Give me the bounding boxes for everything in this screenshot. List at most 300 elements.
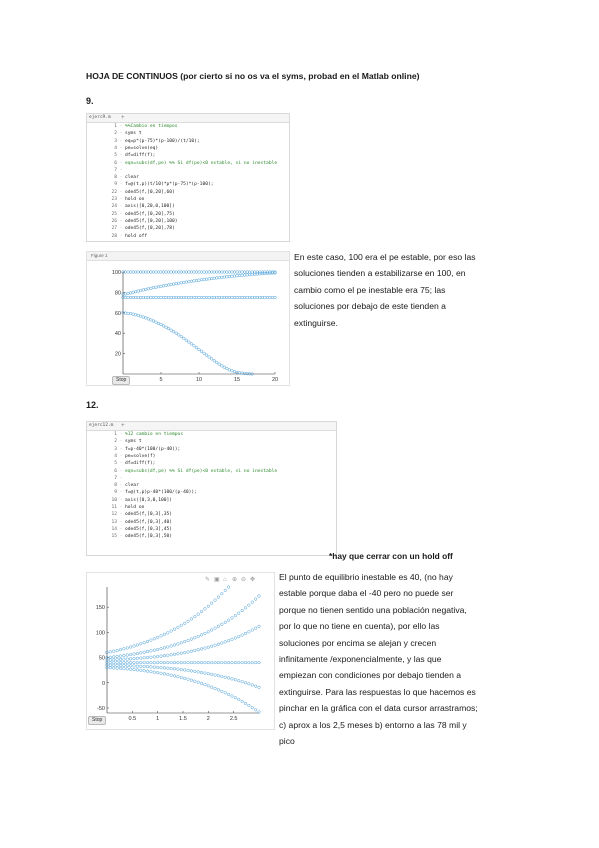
code-line[interactable]: [87, 175, 139, 182]
code-line[interactable]: [87, 454, 155, 461]
data-point: [150, 287, 153, 290]
data-point: [248, 661, 251, 664]
data-point: [143, 669, 146, 672]
line-marker-icon: -: [119, 211, 123, 217]
line-number: 8: [114, 175, 117, 181]
chart-12-svg[interactable]: [87, 573, 274, 729]
paragraph-line: por lo que no tiene en cuenta), por ello las: [279, 621, 440, 632]
data-point: [119, 664, 122, 667]
data-point: [183, 640, 186, 643]
code-line[interactable]: [87, 498, 172, 505]
data-point: [160, 672, 163, 675]
data-point: [153, 637, 156, 640]
data-point: [200, 296, 203, 299]
code-line[interactable]: [87, 490, 197, 497]
data-point: [152, 286, 155, 289]
code-text: eqn=subs(df,pe) %% Si df(pe)<0 estable, si no inestable: [125, 160, 278, 166]
data-point: [243, 372, 246, 375]
code-line[interactable]: [87, 124, 178, 131]
data-point: [150, 666, 153, 669]
data-point: [119, 658, 122, 661]
code-line[interactable]: [87, 212, 175, 219]
data-point: [183, 281, 186, 284]
data-point: [173, 644, 176, 647]
data-point: [145, 296, 148, 299]
data-point: [183, 651, 186, 654]
code-line[interactable]: [87, 505, 144, 512]
y-tick-label: 40: [114, 331, 121, 338]
code-line[interactable]: [87, 476, 125, 483]
code-text: pe=solve(f): [125, 453, 156, 459]
data-point: [173, 661, 176, 664]
code-line[interactable]: [87, 469, 277, 476]
code-text: axis([0,3,0,100]): [125, 497, 173, 503]
y-tick-label: 80: [114, 290, 121, 297]
data-point: [190, 280, 193, 283]
data-point: [207, 672, 210, 675]
data-point: [185, 281, 188, 284]
data-point: [143, 641, 146, 644]
code-text: hold off: [125, 233, 148, 239]
line-number: 14: [111, 526, 117, 532]
data-point: [160, 655, 163, 658]
data-point: [146, 640, 149, 643]
line-marker-icon: -: [119, 160, 123, 166]
data-point: [233, 370, 236, 373]
data-point: [203, 296, 206, 299]
data-point: [160, 285, 163, 288]
code-text: ode45(f,[0,20],100): [125, 218, 178, 224]
code-line[interactable]: [87, 226, 175, 233]
paragraph-line: empiezan con condiciones por debajo tienden a: [279, 670, 462, 681]
data-point: [183, 337, 186, 340]
code-text: hold on: [125, 197, 145, 202]
data-point: [162, 285, 165, 288]
data-point: [231, 661, 234, 664]
data-point: [254, 627, 257, 630]
data-point: [231, 369, 234, 372]
data-point: [157, 285, 160, 288]
paragraph-line: porque no tienen sentido una población negativa,: [279, 604, 467, 615]
x-tick-label: 20: [271, 377, 279, 383]
line-number: 6: [114, 160, 117, 166]
code-line[interactable]: [87, 520, 172, 527]
data-point: [218, 271, 221, 274]
data-point: [253, 296, 256, 299]
data-point: [119, 667, 122, 670]
data-point: [204, 647, 207, 650]
line-number: 27: [111, 226, 117, 232]
data-point: [200, 610, 203, 613]
data-point: [129, 661, 132, 664]
data-point: [223, 296, 226, 299]
data-point: [146, 670, 149, 673]
code-line[interactable]: [87, 146, 158, 153]
data-point: [221, 690, 224, 693]
data-point: [150, 319, 153, 322]
data-point: [160, 296, 163, 299]
line-marker-icon: -: [119, 204, 123, 210]
figure-9-tab[interactable]: Figure 1: [91, 253, 108, 258]
data-point: [190, 343, 193, 346]
data-point: [194, 636, 197, 639]
data-point: [150, 639, 153, 642]
data-point: [170, 630, 173, 633]
data-point: [208, 271, 211, 274]
data-point: [251, 706, 254, 709]
data-point: [217, 674, 220, 677]
data-point: [160, 647, 163, 650]
code-line[interactable]: [87, 153, 155, 160]
paragraph-line: estable porque daba el -40 pero no puede ser: [279, 588, 454, 599]
zoom-out-icon[interactable]: ⊖: [241, 577, 247, 583]
data-point: [170, 653, 173, 656]
line-marker-icon: -: [119, 226, 123, 232]
data-point: [197, 635, 200, 638]
data-point: [129, 664, 132, 667]
data-point: [207, 684, 210, 687]
code-line[interactable]: [87, 512, 172, 519]
line-marker-icon: -: [119, 189, 123, 195]
data-point: [126, 668, 129, 671]
data-point: [133, 645, 136, 648]
data-point: [143, 657, 146, 660]
data-point: [210, 277, 213, 280]
data-point: [198, 271, 201, 274]
editor-tab-ejerc9[interactable]: ejerc9.m: [89, 115, 111, 120]
code-line[interactable]: [87, 527, 172, 534]
code-line[interactable]: [87, 168, 125, 175]
data-point: [187, 651, 190, 654]
data-point: [195, 271, 198, 274]
data-point: [129, 668, 132, 671]
data-point: [228, 296, 231, 299]
stop-button[interactable]: Stop: [112, 376, 130, 385]
line-marker-icon: -: [119, 475, 123, 481]
hold-off-note: *hay que cerrar con un hold off: [329, 551, 453, 561]
data-point: [175, 271, 178, 274]
data-point: [204, 672, 207, 675]
code-text: df=diff(f);: [125, 461, 156, 467]
data-point: [241, 609, 244, 612]
data-point: [215, 361, 218, 364]
data-point: [127, 296, 130, 299]
data-point: [226, 275, 229, 278]
data-point: [185, 296, 188, 299]
data-point: [155, 296, 158, 299]
data-point: [146, 656, 149, 659]
paragraph-line: c) aprox a los 2,5 meses b) entorno a las 78 mil y: [279, 719, 467, 730]
data-point: [109, 667, 112, 670]
data-point: [165, 284, 168, 287]
code-line[interactable]: [87, 219, 178, 226]
data-point: [204, 632, 207, 635]
data-point: [183, 677, 186, 680]
data-point: [152, 271, 155, 274]
data-point: [177, 296, 180, 299]
zoom-in-icon[interactable]: ⊕: [232, 577, 238, 583]
data-point: [116, 655, 119, 658]
data-point: [145, 288, 148, 291]
data-point: [139, 289, 142, 292]
code-text: hold on: [125, 505, 145, 510]
data-point: [172, 271, 175, 274]
code-line[interactable]: [87, 461, 155, 468]
data-point: [160, 323, 163, 326]
data-point: [139, 669, 142, 672]
data-point: [259, 273, 262, 276]
data-point: [254, 598, 257, 601]
data-point: [205, 271, 208, 274]
line-number: 25: [111, 211, 117, 217]
code-line[interactable]: [87, 534, 172, 541]
data-point: [214, 674, 217, 677]
data-point: [218, 363, 221, 366]
line-number: 22: [111, 189, 117, 195]
data-point: [150, 271, 153, 274]
data-point: [137, 271, 140, 274]
code-line[interactable]: [87, 139, 200, 146]
code-line[interactable]: [87, 197, 144, 204]
data-point: [190, 670, 193, 673]
data-point: [153, 671, 156, 674]
data-point: [163, 647, 166, 650]
data-point: [248, 273, 251, 276]
data-point: [227, 619, 230, 622]
data-point: [218, 296, 221, 299]
data-point: [200, 279, 203, 282]
data-point: [132, 296, 135, 299]
data-point: [258, 625, 261, 628]
brush-icon[interactable]: ✎: [205, 577, 211, 583]
chart-9-svg[interactable]: [87, 260, 289, 385]
data-point: [170, 645, 173, 648]
data-point: [195, 279, 198, 282]
data-point: [129, 312, 132, 315]
data-point: [156, 661, 159, 664]
data-point: [221, 623, 224, 626]
data-point: [246, 274, 249, 277]
data-point: [156, 636, 159, 639]
paragraph-line: soluciones tienden a estabilizarse en 100, en: [294, 268, 466, 279]
code-line[interactable]: [87, 190, 175, 197]
data-point: [116, 658, 119, 661]
code-line[interactable]: [87, 161, 277, 168]
line-marker-icon: -: [119, 167, 123, 173]
data-point: [194, 661, 197, 664]
data-point: [248, 682, 251, 685]
y-tick-label: 60: [114, 310, 121, 317]
code-line[interactable]: [87, 439, 142, 446]
section-12-paragraph: [279, 569, 478, 749]
x-tick-label: 2.5: [229, 716, 238, 722]
data-point: [200, 661, 203, 664]
data-point: [123, 667, 126, 670]
data-point: [228, 271, 231, 274]
data-point: [177, 626, 180, 629]
line-marker-icon: -: [119, 490, 123, 496]
figure-12[interactable]: [86, 572, 275, 730]
data-point: [234, 679, 237, 682]
data-point: [221, 675, 224, 678]
data-point: [258, 595, 261, 598]
data-point: [231, 275, 234, 278]
data-point: [150, 670, 153, 673]
data-point: [170, 283, 173, 286]
data-point: [224, 692, 227, 695]
data-point: [132, 271, 135, 274]
code-line[interactable]: [87, 182, 214, 189]
data-point: [112, 658, 115, 661]
data-point: [160, 271, 163, 274]
y-tick-label: 20: [114, 351, 121, 358]
data-point: [175, 282, 178, 285]
y-tick-label: 100: [111, 270, 121, 276]
code-editor-12[interactable]: [86, 421, 337, 556]
code-line[interactable]: [87, 483, 139, 490]
editor-tab-bar: [87, 114, 289, 123]
data-point: [124, 312, 127, 315]
data-point: [147, 287, 150, 290]
data-point: [210, 661, 213, 664]
data-point: [139, 315, 142, 318]
data-point: [224, 641, 227, 644]
data-point: [213, 271, 216, 274]
data-point: [180, 641, 183, 644]
line-number: 11: [111, 505, 117, 510]
data-point: [215, 277, 218, 280]
data-point: [153, 656, 156, 659]
data-point: [172, 330, 175, 333]
add-tab-icon[interactable]: +: [121, 114, 125, 121]
data-point: [136, 644, 139, 647]
data-point: [124, 293, 127, 296]
editor-tab-ejerc12[interactable]: ejerc12.m: [89, 423, 114, 428]
data-point: [243, 271, 246, 274]
data-point: [224, 676, 227, 679]
data-point: [147, 318, 150, 321]
data-point: [224, 589, 227, 592]
data-point: [200, 350, 203, 353]
code-editor-9[interactable]: [86, 113, 290, 242]
data-point: [197, 648, 200, 651]
data-point: [264, 296, 267, 299]
data-point: [204, 608, 207, 611]
data-point: [163, 654, 166, 657]
data-point: [124, 296, 127, 299]
data-point: [187, 639, 190, 642]
code-text: syms t: [125, 439, 142, 445]
data-point: [187, 669, 190, 672]
data-point: [127, 312, 130, 315]
data-point: [227, 586, 230, 589]
data-point: [251, 296, 254, 299]
line-number: 12: [111, 512, 117, 518]
code-text: axis([0,20,0,100]): [125, 204, 175, 210]
pan-icon[interactable]: ✥: [250, 577, 256, 583]
data-point: [153, 661, 156, 664]
data-point: [193, 296, 196, 299]
data-point: [167, 661, 170, 664]
data-point: [244, 702, 247, 705]
data-point: [112, 656, 115, 659]
save-icon[interactable]: ▣: [214, 577, 220, 583]
line-marker-icon: -: [119, 497, 123, 503]
data-point: [109, 656, 112, 659]
code-text: f=p-40*(100/(p-40));: [125, 446, 181, 452]
data-point: [197, 613, 200, 616]
data-point: [254, 709, 257, 712]
line-marker-icon: -: [119, 519, 123, 525]
section-9-paragraph: [294, 249, 476, 331]
data-point: [129, 271, 132, 274]
data-point: [126, 658, 129, 661]
code-text: eqn=subs(df,pe) %% Si df(pe)<0 estable, si no inestable: [125, 468, 278, 474]
line-number: 9: [114, 490, 117, 496]
data-point: [190, 638, 193, 641]
stop-button[interactable]: Stop: [88, 716, 106, 725]
code-text: f=@(t,p)p-40*(100/(p-40));: [125, 490, 197, 496]
code-text: ode45(f,[0,20],78): [125, 226, 175, 232]
data-point: [251, 684, 254, 687]
data-point: [173, 628, 176, 631]
data-point: [226, 367, 229, 370]
data-point: [180, 624, 183, 627]
code-line[interactable]: [87, 447, 180, 454]
code-line[interactable]: [87, 432, 183, 439]
data-point: [109, 664, 112, 667]
line-marker-icon: -: [119, 468, 123, 474]
data-point: [241, 274, 244, 277]
code-line[interactable]: [87, 131, 142, 138]
data-point: [188, 341, 191, 344]
line-number: 4: [114, 453, 117, 459]
data-point: [116, 667, 119, 670]
line-marker-icon: -: [119, 432, 123, 437]
data-point: [238, 274, 241, 277]
home-icon[interactable]: ⌂: [223, 577, 227, 583]
line-marker-icon: -: [119, 182, 123, 188]
data-point: [177, 282, 180, 285]
data-point: [221, 296, 224, 299]
editor-tab-bar: [87, 422, 336, 431]
line-number: 13: [111, 519, 117, 525]
code-line[interactable]: [87, 204, 175, 211]
data-point: [188, 296, 191, 299]
data-point: [163, 667, 166, 670]
data-point: [157, 322, 160, 325]
line-marker-icon: -: [119, 124, 123, 129]
data-point: [177, 334, 180, 337]
data-point: [261, 296, 264, 299]
data-point: [180, 676, 183, 679]
data-point: [177, 643, 180, 646]
data-point: [139, 271, 142, 274]
y-tick-label: 50: [98, 655, 105, 662]
data-point: [126, 654, 129, 657]
data-point: [136, 652, 139, 655]
line-marker-icon: -: [119, 197, 123, 202]
data-point: [123, 661, 126, 664]
data-point: [142, 271, 145, 274]
data-point: [214, 661, 217, 664]
code-line[interactable]: [87, 234, 147, 241]
data-point: [208, 356, 211, 359]
line-number: 23: [111, 197, 117, 202]
code-text: ode45(f,[0,3],40): [125, 519, 173, 525]
figure-9[interactable]: [86, 251, 290, 386]
add-tab-icon[interactable]: +: [121, 422, 125, 429]
